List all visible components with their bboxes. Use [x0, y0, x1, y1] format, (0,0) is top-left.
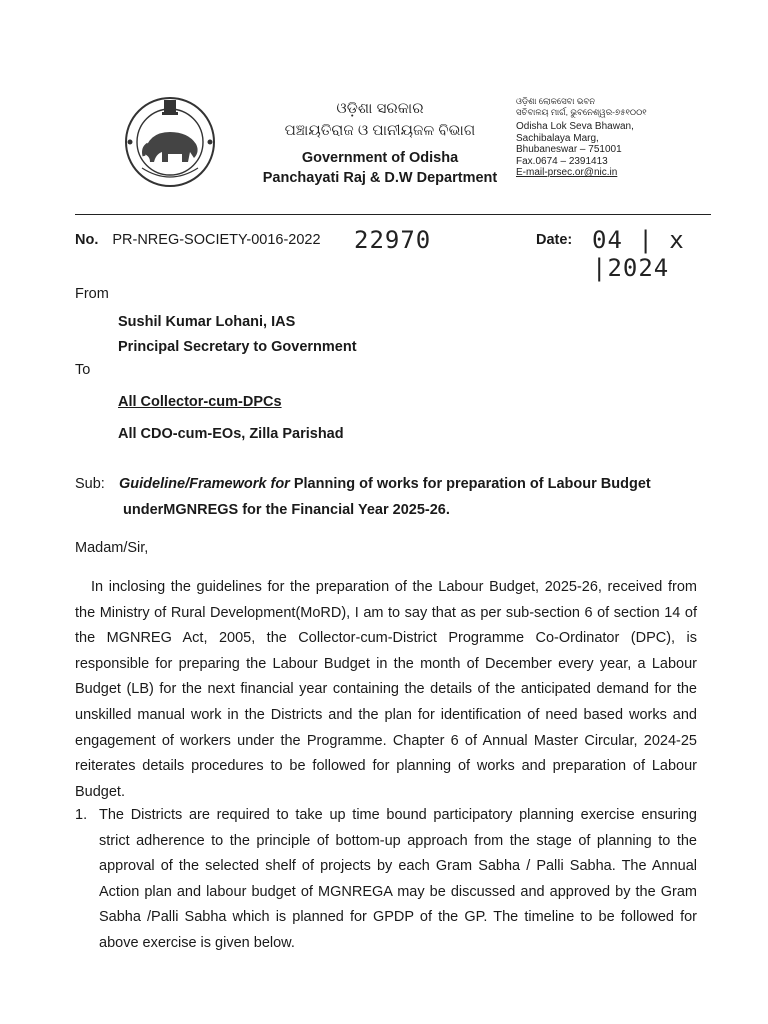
recipient-cdo: All CDO-cum-EOs, Zilla Parishad — [118, 426, 344, 442]
letterhead-address — [516, 96, 716, 179]
header-divider — [75, 214, 711, 215]
from-label: From — [75, 286, 109, 302]
subject-italic: Guideline/Framework for — [119, 476, 290, 492]
subject-line1: Planning of works for preparation of Labour Budget — [289, 476, 651, 492]
number-value: PR-NREG-SOCIETY-0016-2022 — [112, 232, 321, 248]
state-emblem — [108, 92, 248, 192]
subject-label: Sub: — [75, 476, 105, 492]
letter-number — [75, 232, 321, 248]
salutation: Madam/Sir, — [75, 540, 149, 556]
odia-department-title: ପଞ୍ଚାୟତିରାଜ ଓ ପାନୀୟଜଳ ବିଭାଗ — [284, 122, 476, 139]
handwritten-number: 22970 — [354, 226, 432, 254]
fax-line: Fax.0674 – 2391413 — [516, 155, 608, 167]
body-paragraph-1: In inclosing the guidelines for the preparation of the Labour Budget, 2025-26, received from the Ministry of Rural Development(MoRD), I am to say that as per sub-section 6 of section 14 of the MGNREG Act, 2005, the Collector-cum-District Programme Co-Ordinator (DPC), is responsible for preparing the Labour Budget in the month of December every year, a Labour Budget (LB) for the next financial year containing the details of the anticipated demand for the unskilled manual work in the Districts and the plan for identification of need based works and engagement of workers under the Programme. Chapter 6 of Annual Master Circular, 2024-25 reiterates details procedures to be followed for planning of works and preparation of Labour Budget. — [75, 579, 697, 800]
sender-designation: Principal Secretary to Government — [118, 339, 357, 355]
number-label: No. — [75, 232, 99, 248]
letterhead-title — [245, 98, 515, 188]
subject-line2: underMGNREGS for the Financial Year 2025-26. — [123, 501, 450, 518]
address-line1: Odisha Lok Seva Bhawan, — [516, 121, 634, 132]
list-item — [75, 803, 697, 957]
address-line3: Bhubaneswar – 751001 — [516, 144, 622, 155]
subject — [75, 472, 715, 523]
odia-government-title: ଓଡ଼ିଶା ସରକାର — [336, 100, 424, 117]
list-item-number: 1. — [75, 807, 88, 823]
recipient-collectors: All Collector-cum-DPCs — [118, 394, 282, 410]
emblem-icon — [108, 92, 248, 192]
odia-address-line1: ଓଡ଼ିଶା ଲୋକସେବା ଭବନ — [516, 96, 596, 106]
email-link[interactable]: E-mail-prsec.or@nic.in — [516, 167, 618, 178]
date-label: Date: — [536, 232, 573, 248]
address-line2: Sachibalaya Marg, — [516, 132, 599, 144]
list-item-text: The Districts are required to take up time bound participatory planning exercise ensuring strict adherence to the principle of bottom-up approach from the stage of planning to the approval of the selected shelf of projects by each Gram Sabha / Palli Sabha. The Annual Action plan and labour budget of MGNREGA may be discussed and approved by the Gram Sabha /Palli Sabha which is planned for GPDP of the GP. The timeline to be followed for above exercise is given below. — [99, 807, 697, 951]
handwritten-date: 04 | x |2024 — [592, 226, 685, 282]
odia-address-line2: ସଚିବାଳୟ ମାର୍ଗ, ଭୁବନେଶ୍ୱର-୭୫୧୦୦୧ — [516, 107, 647, 117]
to-label: To — [75, 362, 91, 378]
numbered-list — [75, 803, 697, 957]
sender-name: Sushil Kumar Lohani, IAS — [118, 314, 296, 330]
department-title: Panchayati Raj & D.W Department — [262, 170, 498, 186]
government-title: Government of Odisha — [301, 150, 459, 166]
